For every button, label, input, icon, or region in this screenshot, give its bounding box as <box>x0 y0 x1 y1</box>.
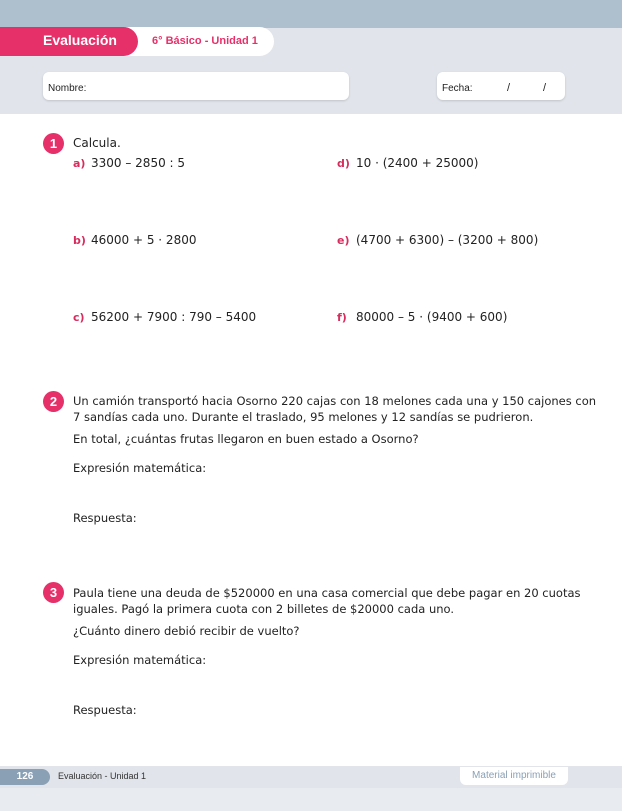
item-d-expression: 10 · (2400 + 25000) <box>356 156 479 170</box>
question-1-title: Calcula. <box>73 136 121 150</box>
question-3-line-2: iguales. Pagó la primera cuota con 2 billetes de $20000 cada uno. <box>73 602 455 616</box>
footer-title: Evaluación - Unidad 1 <box>58 771 147 781</box>
item-a-expression: 3300 – 2850 : 5 <box>91 156 186 170</box>
question-2-number: 2 <box>43 391 64 412</box>
item-c-letter: c) <box>73 311 85 324</box>
item-d-letter: d) <box>337 157 350 170</box>
bottom-bar <box>0 788 622 811</box>
unit-label: 6° Básico - Unidad 1 <box>152 35 258 47</box>
date-label: Fecha: <box>442 83 473 94</box>
item-a-letter: a) <box>73 157 86 170</box>
question-3-answer-label: Respuesta: <box>73 703 137 717</box>
item-e-expression: (4700 + 6300) – (3200 + 800) <box>356 233 539 247</box>
item-f-expression: 80000 – 5 · (9400 + 600) <box>356 310 508 324</box>
date-slash-1: / <box>507 82 511 94</box>
unit-pill <box>118 27 274 56</box>
item-c-expression: 56200 + 7900 : 790 – 5400 <box>91 310 257 324</box>
question-2-answer-label: Respuesta: <box>73 511 137 525</box>
item-b-expression: 46000 + 5 · 2800 <box>91 233 197 247</box>
page-number: 126 <box>0 769 50 785</box>
date-slash-2: / <box>543 82 547 94</box>
item-f-letter: f) <box>337 311 347 324</box>
item-e-letter: e) <box>337 234 350 247</box>
question-3-number: 3 <box>43 582 64 603</box>
name-label: Nombre: <box>48 83 87 94</box>
question-2-question: En total, ¿cuántas frutas llegaron en buen estado a Osorno? <box>73 432 419 446</box>
question-3-question: ¿Cuánto dinero debió recibir de vuelto? <box>73 624 300 638</box>
evaluation-tab <box>0 27 138 56</box>
top-bar <box>0 0 622 28</box>
question-3-expression-label: Expresión matemática: <box>73 653 207 667</box>
printable-material-label: Material imprimible <box>460 767 568 785</box>
question-2-line-1: Un camión transportó hacia Osorno 220 cajas con 18 melones cada una y 150 cajones con <box>73 394 597 408</box>
name-field[interactable] <box>43 72 349 100</box>
question-1-number: 1 <box>43 133 64 154</box>
question-2-expression-label: Expresión matemática: <box>73 461 207 475</box>
question-2-line-2: 7 sandías cada uno. Durante el traslado, 95 melones y 12 sandías se pudrieron. <box>73 410 534 424</box>
item-b-letter: b) <box>73 234 86 247</box>
evaluation-tab-label: Evaluación <box>43 32 117 48</box>
date-field[interactable] <box>437 72 565 100</box>
question-3-line-1: Paula tiene una deuda de $520000 en una casa comercial que debe pagar en 20 cuotas <box>73 586 581 600</box>
